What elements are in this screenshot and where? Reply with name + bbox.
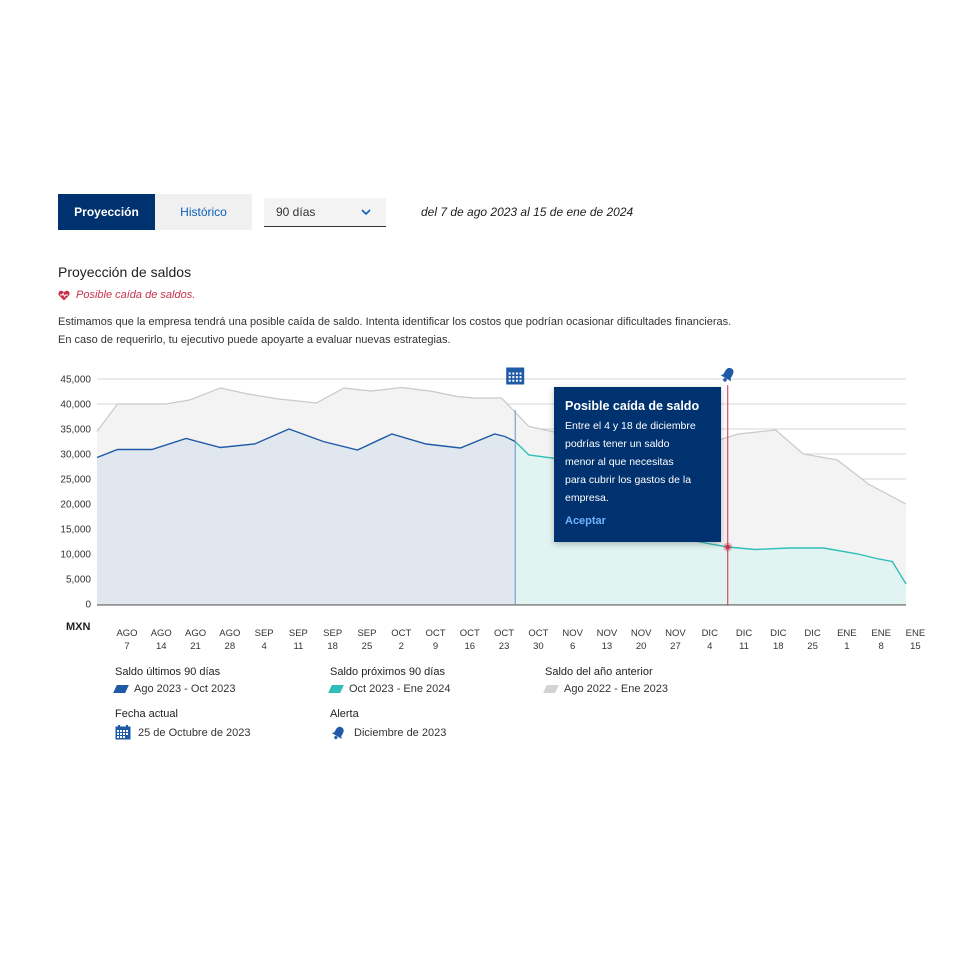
y-tick-label: 45,000 — [60, 374, 91, 386]
period-select[interactable] — [264, 198, 386, 227]
x-tick-day: 27 — [670, 641, 681, 652]
legend-prev-year-range: Ago 2022 - Ene 2023 — [564, 683, 668, 695]
tooltip-line: Entre el 4 y 18 de diciembre — [565, 420, 696, 432]
tab-projection[interactable]: Proyección — [58, 194, 155, 230]
tooltip-line: menor al que necesitas — [565, 456, 674, 468]
legend-past-title: Saldo últimos 90 días — [115, 666, 221, 678]
x-tick-month: AGO — [150, 628, 172, 639]
x-tick-month: SEP — [323, 628, 343, 639]
legend-current-date-value: 25 de Octubre de 2023 — [138, 726, 251, 739]
x-tick-month: OCT — [391, 628, 412, 639]
x-tick-month: ENE — [905, 628, 926, 639]
x-tick-month: OCT — [459, 628, 480, 639]
legend-current-date — [115, 708, 251, 740]
y-tick-label: 30,000 — [60, 449, 91, 461]
y-tick-label: 5,000 — [65, 574, 91, 586]
x-tick-month: OCT — [425, 628, 446, 639]
legend-past-range: Ago 2023 - Oct 2023 — [134, 683, 236, 695]
description-line-1: Estimamos que la empresa tendrá una posible caída de saldo. Intenta identificar los costos que podrían ocasionar dificultades financieras. — [58, 316, 732, 328]
x-tick-month: AGO — [184, 628, 207, 639]
legend-future-title: Saldo próximos 90 días — [330, 666, 445, 678]
legend-alert — [330, 708, 446, 741]
bell-icon — [330, 725, 347, 741]
x-tick-day: 11 — [293, 641, 304, 652]
legend-future-range: Oct 2023 - Ene 2024 — [349, 683, 451, 695]
legend-past-swatch — [113, 685, 129, 693]
warning-message — [58, 289, 195, 301]
x-tick-day: 6 — [569, 641, 576, 652]
x-tick-month: DIC — [701, 628, 718, 639]
legend-future — [330, 666, 451, 695]
y-tick-label: 20,000 — [60, 499, 91, 511]
x-tick-month: OCT — [494, 628, 515, 639]
chevron-down-icon — [360, 206, 372, 218]
x-tick-day: 28 — [224, 641, 236, 652]
legend-prev-year — [545, 666, 668, 695]
x-tick-day: 4 — [261, 641, 267, 652]
y-tick-label: 15,000 — [60, 524, 91, 536]
tooltip-title: Posible caída de saldo — [565, 399, 700, 413]
x-tick-month: SEP — [288, 628, 308, 639]
x-tick-month: SEP — [254, 628, 274, 639]
x-tick-month: AGO — [219, 628, 241, 639]
x-tick-month: NOV — [562, 628, 583, 639]
section-title: Proyección de saldos — [58, 264, 192, 280]
period-select-value: 90 días — [276, 205, 316, 219]
x-tick-day: 4 — [707, 641, 713, 652]
x-tick-month: DIC — [770, 628, 787, 639]
currency-label: MXN — [66, 621, 91, 633]
x-tick-day: 30 — [533, 641, 544, 652]
accept-button[interactable]: Aceptar — [565, 515, 606, 527]
x-tick-day: 18 — [327, 641, 338, 652]
x-tick-month: SEP — [357, 628, 377, 639]
legend-past — [115, 666, 236, 695]
x-tick-day: 1 — [844, 641, 850, 652]
description-line-2: En caso de requerirlo, tu ejecutivo puede apoyarte a evaluar nuevas estrategias. — [58, 334, 451, 346]
x-tick-day: 2 — [398, 641, 404, 652]
x-tick-month: ENE — [837, 628, 857, 639]
description — [58, 313, 818, 349]
legend-prev-year-swatch — [543, 685, 559, 693]
x-tick-month: OCT — [528, 628, 549, 639]
tab-history[interactable]: Histórico — [155, 194, 252, 230]
bell-icon — [719, 366, 737, 385]
x-tick-day: 11 — [739, 641, 749, 652]
x-tick-day: 25 — [807, 641, 818, 652]
tooltip-body — [565, 417, 710, 507]
x-tick-day: 8 — [878, 641, 884, 652]
x-tick-day: 23 — [498, 641, 510, 652]
legend-alert-value: Diciembre de 2023 — [354, 727, 447, 739]
x-tick-day: 18 — [773, 641, 784, 652]
calendar-icon — [506, 368, 524, 385]
x-tick-month: DIC — [804, 628, 821, 639]
x-tick-day: 16 — [464, 641, 476, 652]
past-area — [97, 429, 515, 604]
tooltip-line: empresa. — [565, 492, 609, 504]
y-tick-label: 0 — [85, 599, 91, 611]
tooltip-line: para cubrir los gastos de la — [565, 474, 692, 486]
x-tick-day: 21 — [190, 641, 201, 652]
y-tick-label: 35,000 — [60, 424, 91, 436]
view-tabs — [58, 194, 252, 230]
balance-projection-chart — [0, 360, 960, 660]
x-tick-month: ENE — [871, 628, 891, 639]
y-tick-label: 10,000 — [60, 549, 91, 561]
legend-prev-year-title: Saldo del año anterior — [545, 666, 653, 678]
x-tick-day: 7 — [124, 641, 130, 652]
heart-pulse-icon — [58, 290, 70, 301]
x-tick-day: 13 — [601, 641, 613, 652]
y-tick-label: 40,000 — [60, 399, 91, 411]
legend-future-swatch — [328, 685, 344, 693]
alert-tooltip — [554, 387, 721, 542]
y-tick-label: 25,000 — [60, 474, 91, 486]
x-tick-day: 9 — [432, 641, 439, 652]
legend-current-date-title: Fecha actual — [115, 708, 178, 720]
x-tick-month: NOV — [596, 628, 618, 639]
x-tick-day: 25 — [361, 641, 373, 652]
x-tick-month: DIC — [735, 628, 753, 639]
x-tick-day: 15 — [910, 641, 921, 652]
alert-point — [725, 545, 730, 550]
warning-text: Posible caída de saldos. — [76, 289, 196, 301]
x-tick-month: AGO — [116, 628, 138, 639]
calendar-icon — [115, 725, 131, 740]
x-tick-day: 14 — [155, 641, 167, 652]
legend-alert-title: Alerta — [330, 708, 359, 720]
tooltip-line: podrías tener un saldo — [565, 438, 670, 450]
date-range: del 7 de ago 2023 al 15 de ene de 2024 — [421, 205, 634, 219]
x-tick-month: NOV — [665, 628, 686, 639]
x-tick-day: 20 — [635, 641, 647, 652]
x-tick-month: NOV — [630, 628, 652, 639]
